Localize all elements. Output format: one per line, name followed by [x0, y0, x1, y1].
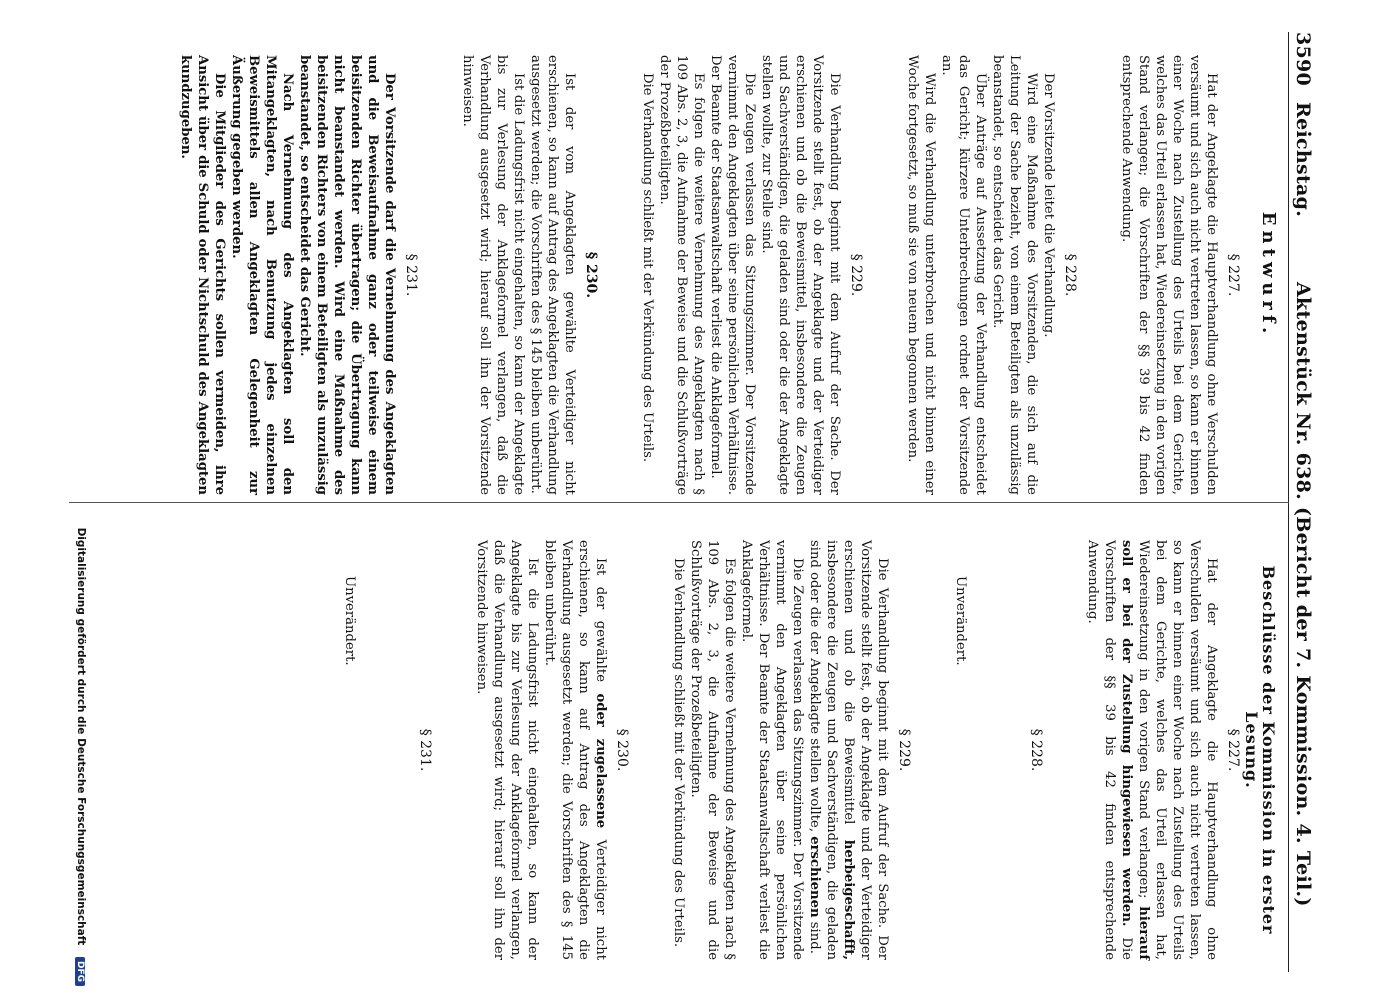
left-column-heading: Entwurf. — [1258, 211, 1279, 339]
paragraph: Ist die Ladungsfrist nicht eingehalten, so kann der Angeklagte bis zur Verlesung der Anklageformel verlangen, daß die Verhandlung ausgesetzt wird; hierauf soll ihn der Vorsitzende hinweisen. — [474, 540, 540, 960]
header-org: Reichstag. — [1292, 102, 1314, 218]
section-label: § 230. — [614, 728, 630, 772]
text-run: Hat der Angeklagte die Hauptverhandlung ohne Verschulden versäumt und sich auch nicht vertreten lassen, so kann er binnen einer Woche nach Zustellung des Urteils bei dem Gerichte, welches das Urteil erlassen hat, Wiedereinsetzung in den vorigen Stand verlangen; — [1136, 540, 1219, 960]
amended-text: herbeigeschafft, — [841, 839, 856, 960]
paragraph: Die Zeugen verlassen das Sitzungszimmer. Der Vorsitzende vernimmt den Angeklagten über seine persönlichen Verhältnisse. Der Beamte der Staatsanwaltschaft verliest die Anklageformel. — [708, 55, 757, 495]
left-section-230 — [459, 55, 599, 495]
section-label: § 227. — [1225, 728, 1241, 772]
paragraph: Der Vorsitzende darf die Vernehmung des Angeklagten und die Beweisaufnahme ganz oder teilweise einem beisitzenden Richter übertragen; die Übertragung kann nicht beanstandet werden. Wird eine Maßnahme des beisitzenden Richters von einem Beteiligten als unzulässig beanstandet, so entscheidet das Gericht. — [297, 55, 397, 495]
paragraph: Die Zeugen verlassen das Sitzungszimmer. Der Vorsitzende vernimmt den Angeklagten über seine persönlichen Verhältnisse. Der Beamte der Staatsanwaltschaft verliest die Anklageformel. — [739, 540, 805, 960]
right-section-229 — [670, 540, 912, 960]
section-label: § 227. — [1225, 253, 1241, 297]
section-label: § 228. — [1028, 728, 1044, 772]
paragraph: Die Verhandlung beginnt mit dem Aufruf der Sache. Der Vorsitzende stellt fest, ob der Angeklagte und der Verteidiger erschienen und ob die Beweismittel, insbesondere die Zeugen und Sachverständigen, die geladen sind oder die der Angeklagte stellen wollte, zur Stelle sind. — [759, 55, 842, 495]
text-run: insbesondere die Zeugen und Sachverständigen, die geladen sind oder die der Angeklagte stellen wollte, — [807, 540, 839, 960]
right-section-231 — [341, 540, 433, 960]
right-section-230 — [473, 540, 630, 960]
section-label: § 230. — [583, 251, 599, 299]
section-label: § 228. — [1062, 253, 1078, 297]
section-text: Hat der Angeklagte die Hauptverhandlung ohne Verschulden versäumt und sich auch nicht vertreten lassen, so kann er binnen einer Woche nach Zustellung des Urteils bei dem Gerichte, welches das Urteil erlassen hat, Wiedereinsetzung in den vorigen Stand verlangen; die Vorschriften der §§ 39 bis 42 finden entsprechende Anwendung. — [1119, 55, 1219, 495]
left-section-231 — [177, 55, 419, 495]
page-header — [1288, 32, 1319, 972]
paragraph: Nach Vernehmung des Angeklagten soll den Mitangeklagten, nach Benutzung jedes einzelnen Beweismittels allen Angeklagten Gelegenheit zur Äußerung gegeben werden. — [229, 55, 295, 495]
dfg-logo: DFG — [75, 957, 85, 986]
paragraph: Ist die Ladungsfrist nicht eingehalten, so kann der Angeklagte bis zur Verlesung der Anklageformel verlangen, daß die Verhandlung ausgesetzt wird; hierauf soll ihn der Vorsitzende hinweisen. — [460, 55, 526, 495]
text-run: Die Verhandlung beginnt mit dem Aufruf der Sache. Der Vorsitzende stellt fest, ob der Angeklagte und der Verteidiger erschienen und ob die Beweismittel — [841, 540, 890, 960]
paragraph: Die Verhandlung schließt mit der Verkündung des Urteils. — [640, 73, 655, 463]
unchanged-note: Unverändert. — [953, 576, 968, 666]
left-section-227 — [1118, 55, 1241, 495]
paragraph: Wird die Verhandlung unterbrochen und nicht binnen einer Woche fortgesetzt, so muß sie von neuem begonnen werden. — [905, 55, 937, 495]
page-number: 3590 — [1292, 32, 1314, 87]
amended-text: hierauf soll er bei der Zustellung hingewiesen werden. — [1119, 540, 1151, 960]
paragraph — [541, 540, 609, 960]
left-section-229 — [639, 55, 864, 495]
right-section-227 — [1084, 540, 1241, 960]
section-label: § 229. — [848, 253, 864, 297]
paragraph: Die Verhandlung schließt mit der Verkündung des Urteils. — [671, 558, 686, 948]
amended-text: oder zugelassene — [593, 693, 608, 829]
left-section-228 — [904, 55, 1078, 495]
column-divider — [69, 502, 1289, 503]
paragraph: Ist der vom Angeklagten gewählte Verteidiger nicht erschienen, so kann auf Antrag des Angeklagten die Verhandlung ausgesetzt werden; die Vorschriften des § 145 bleiben unberührt. — [528, 55, 577, 495]
credit-text: Digitalisierung gefördert durch die Deutsche Forschungsgemeinschaft — [75, 527, 87, 946]
digitization-credit — [75, 14, 87, 986]
paragraph: Wird eine Maßnahme des Vorsitzenden, die sich auf die Leitung der Sache bezieht, von einem Beteiligten als unzulässig beanstandet, so entscheidet das Gericht. — [990, 55, 1039, 495]
paragraph: Die Mitglieder des Gerichts sollen vermeiden, ihre Ansicht über die Schuld oder Nichtschuld des Angeklagten kundzugeben. — [178, 55, 227, 495]
section-label: § 231. — [417, 728, 433, 772]
paragraph: Es folgen die weitere Vernehmung des Angeklagten nach § 109 Abs. 2, 3, die Aufnahme der Beweise und die Schlußvorträge der Prozeßbeteiligten. — [657, 55, 706, 495]
amended-text: erschienen — [807, 836, 822, 918]
paragraph: Es folgen die weitere Vernehmung des Angeklagten nach § 109 Abs. 2, 3, die Aufnahme der Beweise und die Schlußvorträge der Prozeßbeteiligten. — [688, 540, 737, 960]
right-column — [301, 540, 1283, 960]
text-run: Verteidiger nicht erschienen, so kann auf Antrag des Angeklagten die Verhandlung ausgesetzt werden; die Vorschriften des § 145 bleiben unberührt. — [542, 540, 608, 960]
text-run: sind. — [807, 917, 822, 954]
section-text — [1084, 540, 1220, 960]
paragraph — [806, 540, 891, 960]
section-label: § 229. — [896, 728, 912, 772]
header-title: Aktenstück Nr. 638. (Bericht der 7. Kommission. 4. Teil.) — [1292, 282, 1314, 907]
right-section-228 — [952, 540, 1044, 960]
paragraph: Über Anträge auf Aussetzung der Verhandlung entscheidet das Gericht; kürzere Unterbrechungen ordnet der Vorsitzende an. — [939, 55, 988, 495]
section-label: § 231. — [403, 253, 419, 297]
left-column — [137, 55, 1283, 495]
unchanged-note: Unverändert. — [342, 576, 357, 666]
paragraph: Der Vorsitzende leitet die Verhandlung. — [1041, 73, 1056, 338]
text-run: Die Vorschriften der §§ 39 bis 42 finden entsprechende Anwendung. — [1085, 540, 1134, 960]
right-column-heading: Beschlüsse der Kommission in erster Lesung. — [1242, 565, 1278, 935]
text-run: Ist der gewählte — [593, 558, 608, 694]
